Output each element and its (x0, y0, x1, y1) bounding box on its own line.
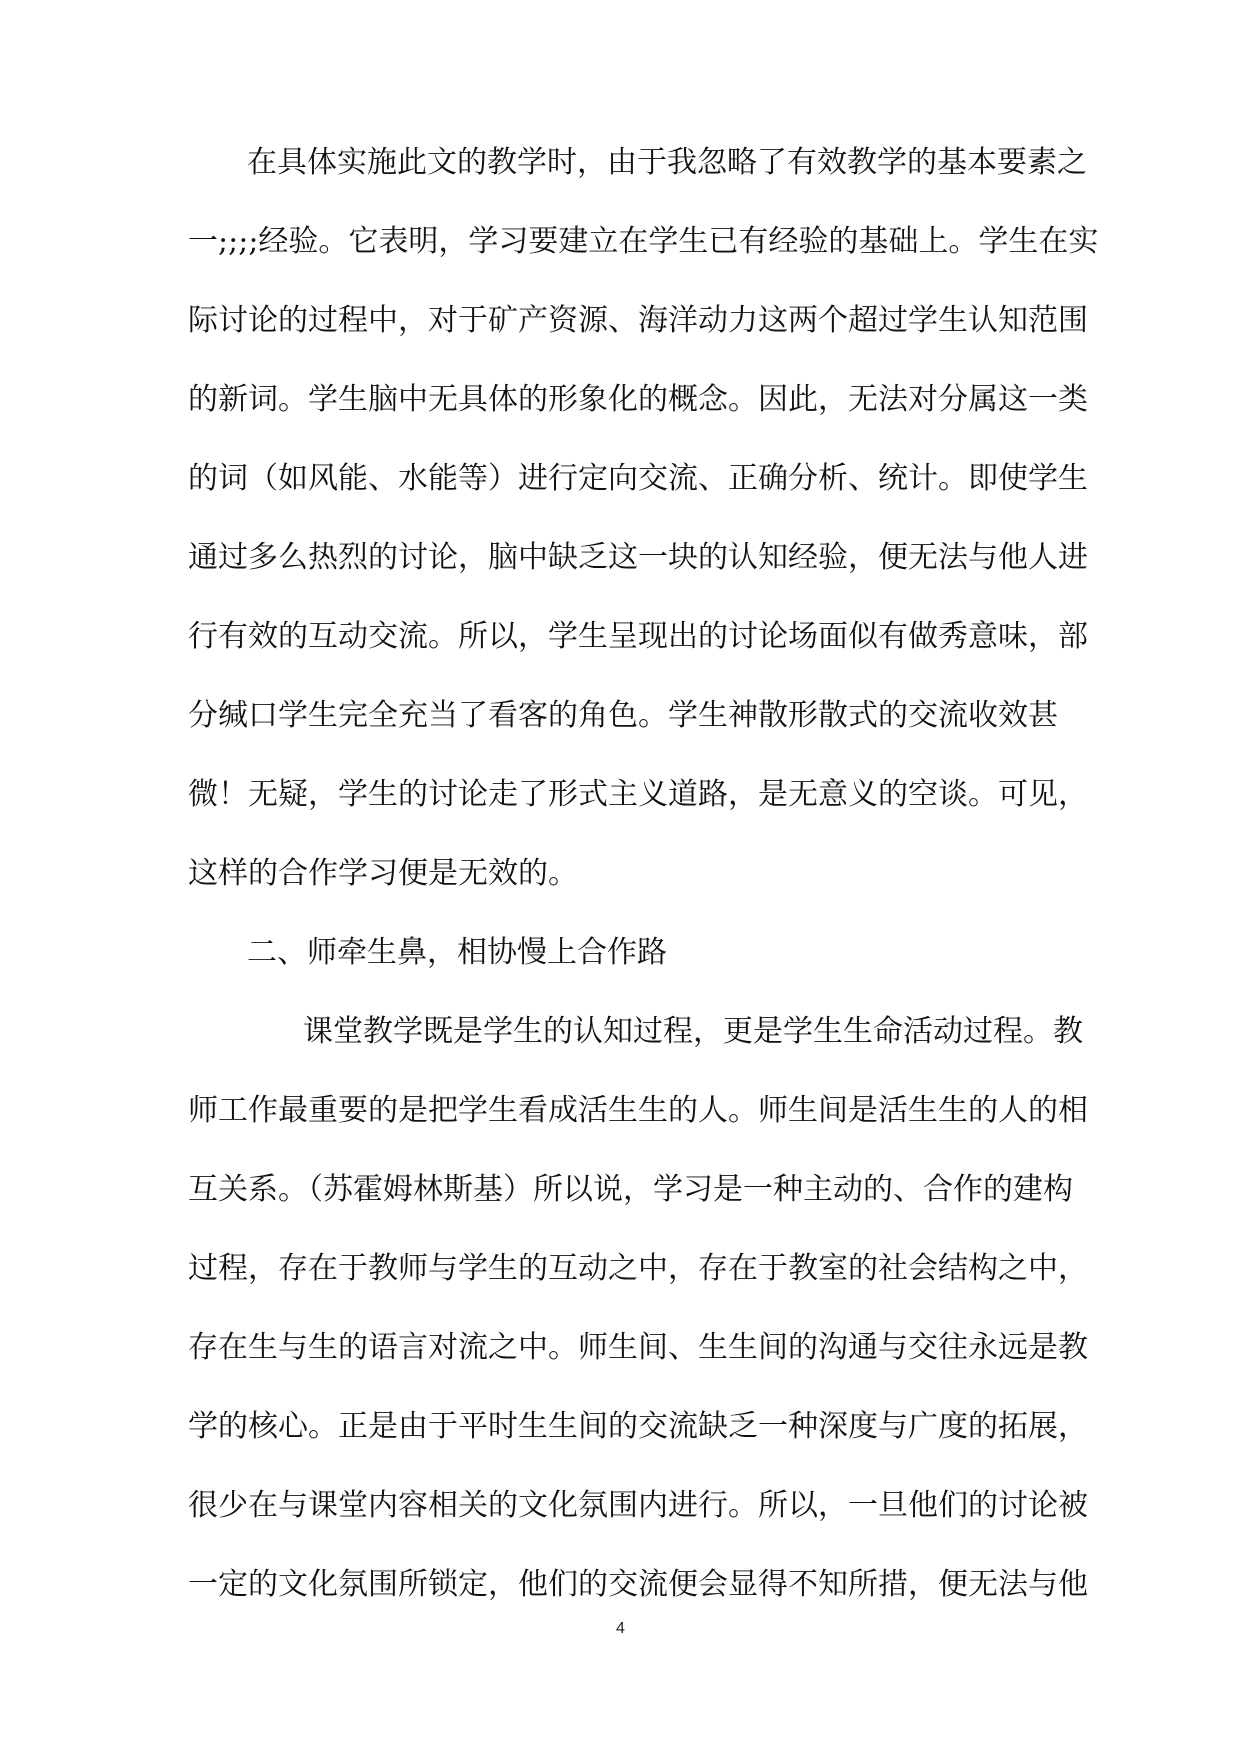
text-line: 课堂教学既是学生的认知过程，更是学生生命活动过程。教 (303, 1014, 1083, 1049)
section-heading: 二、师牵生鼻，相协慢上合作路 (247, 935, 667, 970)
text-line: 的新词。学生脑中无具体的形象化的概念。因此，无法对分属这一类 (188, 382, 1088, 417)
text-line: 在具体实施此文的教学时，由于我忽略了有效教学的基本要素之 (247, 145, 1087, 180)
text-line: 互关系。（苏霍姆林斯基）所以说，学习是一种主动的、合作的建构 (188, 1172, 1073, 1207)
text-line: 一;;;;经验。它表明，学习要建立在学生已有经验的基础上。学生在实 (188, 224, 1099, 259)
text-line: 一定的文化氛围所锁定，他们的交流便会显得不知所措，便无法与他 (188, 1567, 1088, 1602)
text-line: 很少在与课堂内容相关的文化氛围内进行。所以，一旦他们的讨论被 (188, 1488, 1088, 1523)
text-line: 的词（如风能、水能等）进行定向交流、正确分析、统计。即使学生 (188, 461, 1088, 496)
text-line: 分缄口学生完全充当了看客的角色。学生神散形散式的交流收效甚 (188, 698, 1058, 733)
text-line: 存在生与生的语言对流之中。师生间、生生间的沟通与交往永远是教 (188, 1330, 1088, 1365)
page-number: 4 (616, 1620, 625, 1637)
text-line: 学的核心。正是由于平时生生间的交流缺乏一种深度与广度的拓展， (188, 1409, 1088, 1444)
text-line: 过程，存在于教师与学生的互动之中，存在于教室的社会结构之中， (188, 1251, 1088, 1286)
text-line: 通过多么热烈的讨论，脑中缺乏这一块的认知经验，便无法与他人进 (188, 540, 1088, 575)
text-line: 这样的合作学习便是无效的。 (188, 856, 578, 891)
text-line: 行有效的互动交流。所以，学生呈现出的讨论场面似有做秀意味，部 (188, 619, 1088, 654)
text-line: 际讨论的过程中，对于矿产资源、海洋动力这两个超过学生认知范围 (188, 303, 1088, 338)
text-line: 师工作最重要的是把学生看成活生生的人。师生间是活生生的人的相 (188, 1093, 1088, 1128)
text-line: 微！无疑，学生的讨论走了形式主义道路，是无意义的空谈。可见， (188, 777, 1088, 812)
